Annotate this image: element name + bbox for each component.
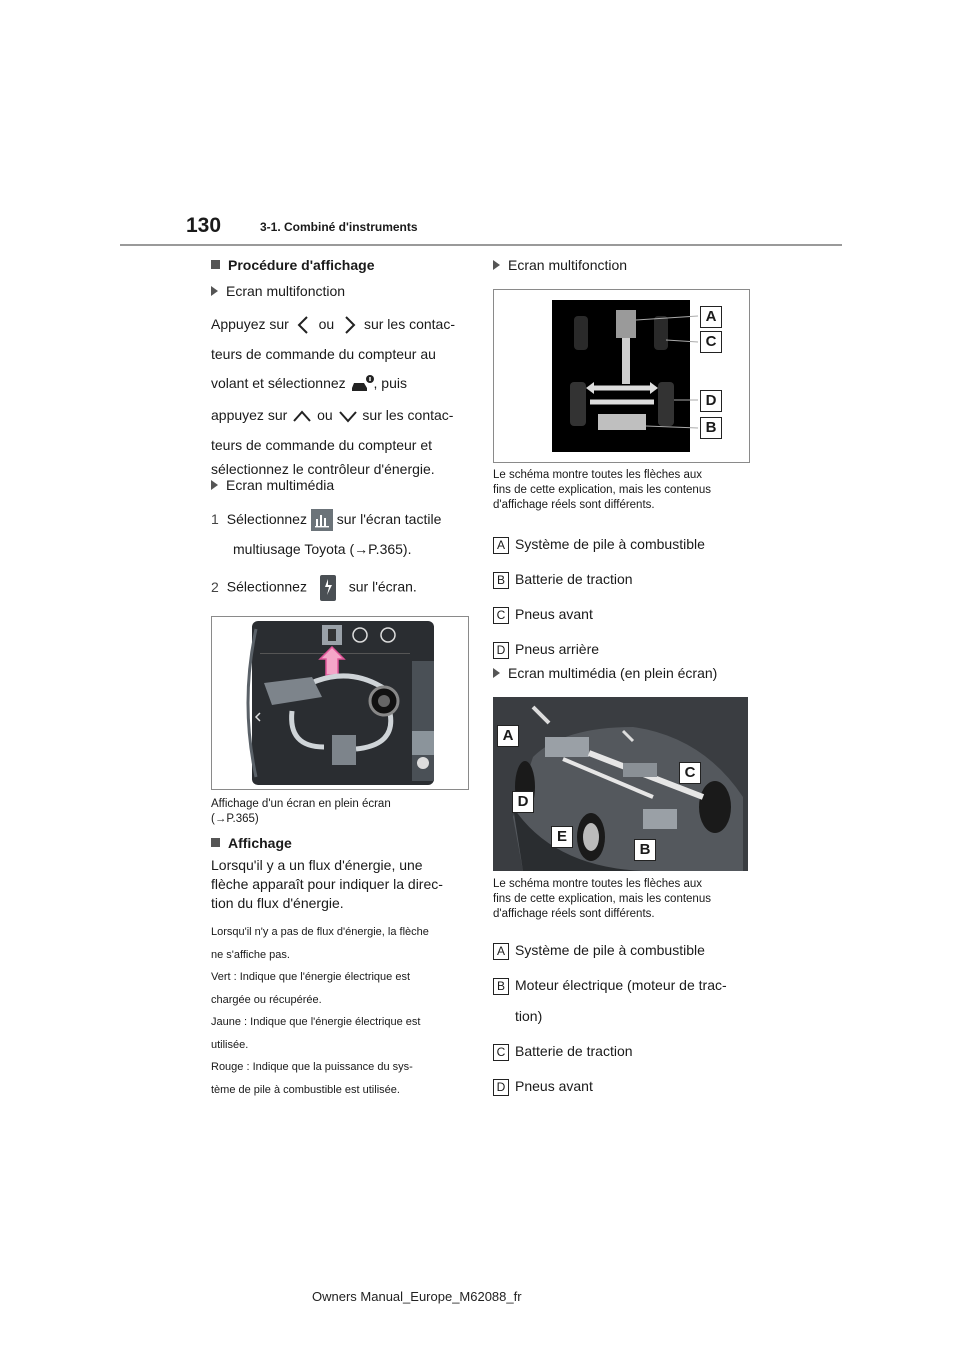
label-c: C — [700, 331, 722, 353]
vehicle-illustration — [493, 697, 748, 871]
list-item: D Pneus arrière — [493, 632, 763, 667]
chevron-up-icon — [291, 407, 313, 425]
section-display-heading: Affichage — [211, 833, 292, 853]
chevron-left-icon — [293, 314, 315, 336]
list-item: C Pneus avant — [493, 597, 763, 632]
notes-block: Lorsqu'il n'y a pas de flux d'énergie, la flèche ne s'affiche pas. Vert : Indique que l'énergie électrique est chargée ou récupérée. Jaune : Indique que l'énergie électrique est utilisée. Rouge : Indique que la puissance du sys- tème de pile à combustible est utilisée. — [211, 926, 429, 1096]
page-number: 130 — [186, 214, 222, 237]
chevron-right-icon — [338, 314, 360, 336]
label-b: B — [700, 417, 722, 439]
label-b: B — [634, 839, 656, 861]
sub-multifunction: Ecran multifonction — [211, 281, 345, 301]
multimedia-screen-figure — [211, 616, 469, 790]
paragraph-display: Lorsqu'il y a un flux d'énergie, une flèche apparaît pour indiquer la direc- tion du flux d'énergie. — [211, 857, 443, 911]
list-item: C Batterie de traction — [493, 1036, 763, 1067]
car-info-icon — [350, 374, 374, 394]
list-item: tion) — [515, 1008, 543, 1024]
section-procedure-heading: Procédure d'affichage — [211, 255, 471, 275]
label-c: C — [679, 762, 701, 784]
vehicle-figure — [493, 697, 748, 871]
list-item: B Batterie de traction — [493, 562, 763, 597]
legend-list-1 — [493, 527, 763, 667]
sub-multimedia: Ecran multimédia — [211, 475, 334, 495]
label-d: D — [700, 390, 722, 412]
list-item: B Moteur électrique (moteur de trac- — [493, 970, 763, 1001]
legend-list-2 — [493, 935, 763, 1102]
square-bullet-icon — [211, 260, 220, 269]
figure-caption-right-2: Le schéma montre toutes les flèches aux fins de cette explication, mais les contenus d'affichage réels sont différents. — [493, 878, 711, 920]
label-a: A — [497, 725, 519, 747]
triangle-bullet-icon — [211, 480, 218, 490]
chapter-title: 3-1. Combiné d'instruments — [260, 220, 418, 234]
triangle-bullet-icon — [493, 260, 500, 270]
chevron-down-icon — [337, 407, 359, 425]
label-d: D — [512, 791, 534, 813]
sub-multifunction-right: Ecran multifonction — [493, 255, 627, 275]
energy-monitor-icon — [311, 509, 333, 531]
left-column — [211, 255, 471, 275]
list-item: A Système de pile à combustible — [493, 527, 763, 562]
header-rule — [120, 244, 842, 246]
figure-caption-right-1: Le schéma montre toutes les flèches aux fins de cette explication, mais les contenus d'affichage réels sont différents. — [493, 469, 711, 511]
step-2: 2 Sélectionnez sur l'écran. — [211, 575, 471, 601]
figure-caption-left: Affichage d'un écran en plein écran (→P.365) — [211, 798, 391, 825]
multimedia-screen-illustration — [212, 617, 468, 789]
label-a: A — [700, 306, 722, 328]
list-item: D Pneus avant — [493, 1071, 763, 1102]
paragraph-procedure: Appuyez sur ou sur les contac- teurs de commande du compteur au volant et sélectionnez , puis appuyez sur ou sur les contac- teurs de commande du compteur et sélectionnez le contrôleur d'énergie. — [211, 316, 456, 477]
step-1: 1 Sélectionnez sur l'écran tactile multiusage Toyota (→P.365). — [211, 511, 442, 557]
sub-multimedia-full: Ecran multimédia (en plein écran) — [493, 663, 717, 683]
energy-flow-icon — [317, 575, 339, 601]
label-e: E — [551, 826, 573, 848]
triangle-bullet-icon — [493, 668, 500, 678]
multifunction-figure — [493, 289, 750, 463]
square-bullet-icon — [211, 838, 220, 847]
footer-manual-id: Owners Manual_Europe_M62088_fr — [312, 1289, 522, 1304]
triangle-bullet-icon — [211, 286, 218, 296]
list-item: A Système de pile à combustible — [493, 935, 763, 966]
